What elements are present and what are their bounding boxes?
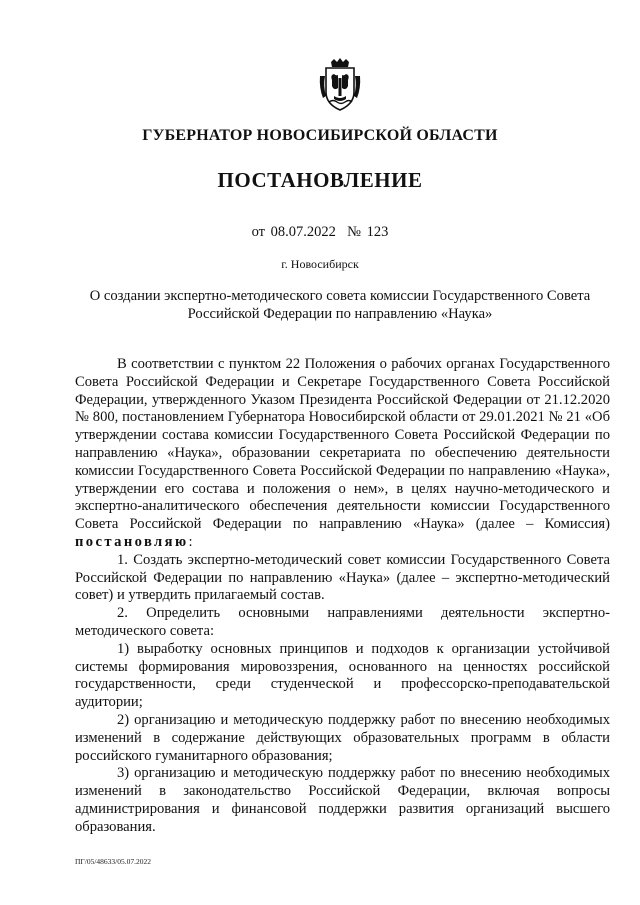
date-and-number: от 08.07.2022 № 123 [251,224,389,240]
document-body [75,356,610,837]
item-2-subitem-2: 2) организацию и методическую поддержку работ по внесению необходимых изменений в содержание действующих образовательных программ в области российского гуманитарного образования; [75,711,610,764]
issue-city: г. Новосибирск [281,257,359,271]
preamble-text: В соответствии с пунктом 22 Положения о рабочих органах Государственного Совета Российской Федерации и Секретаре Государственного Совета Российской Федерации, утвержденного Указом Президента Российской Федерации от 21.12.2020 № 800, постановлением Губернатора Новосибирской области от 29.01.2021 № 21 «Об утверждении состава комиссии Государственного Совета Российской Федерации по направлению «Наука», образовании секретариата по обеспечению деятельности комиссии Государственного Совета Российской Федерации по направлению «Наука», утверждении его состава и положения о нем», в целях научно-методического и экспертно-аналитического обеспечения деятельности комиссии Государственного Совета Российской Федерации по направлению «Наука» (далее – Комиссия) [75,356,610,533]
item-2-subitem-3: 3) организацию и методическую поддержку работ по внесению необходимых изменений в законодательство Российской Федерации, включая вопросы администрирования и финансовой поддержки развития организаций высшего образования. [75,765,610,835]
decree-colon: : [188,533,193,550]
item-2-subitem-1: 1) выработку основных принципов и подходов к организации устойчивой системы формирования мировоззрения, основанного на ценностях российской государственности, среди студенческой и профессорско-преподавательской аудитории; [75,640,610,711]
decree-word: постановляю [75,533,189,550]
document-type-title: ПОСТАНОВЛЕНИЕ [217,168,423,192]
coat-of-arms-icon [317,58,363,114]
issuing-authority: ГУБЕРНАТОР НОВОСИБИРСКОЙ ОБЛАСТИ [142,127,498,144]
document-subject: О создании экспертно-методического совета комиссии Государственного Совета Российской Федерации по направлению «Наука» [89,288,591,322]
item-1: 1. Создать экспертно-методический совет комиссии Государственного Совета Российской Федерации по направлению «Наука» (далее – экспертно-методический совет) и утвердить прилагаемый состав. [75,551,610,604]
item-2: 2. Определить основными направлениями деятельности экспертно-методического совета: [75,605,610,639]
document-code: ПГ/05/48633/05.07.2022 [75,857,152,866]
preamble-paragraph [75,356,610,552]
